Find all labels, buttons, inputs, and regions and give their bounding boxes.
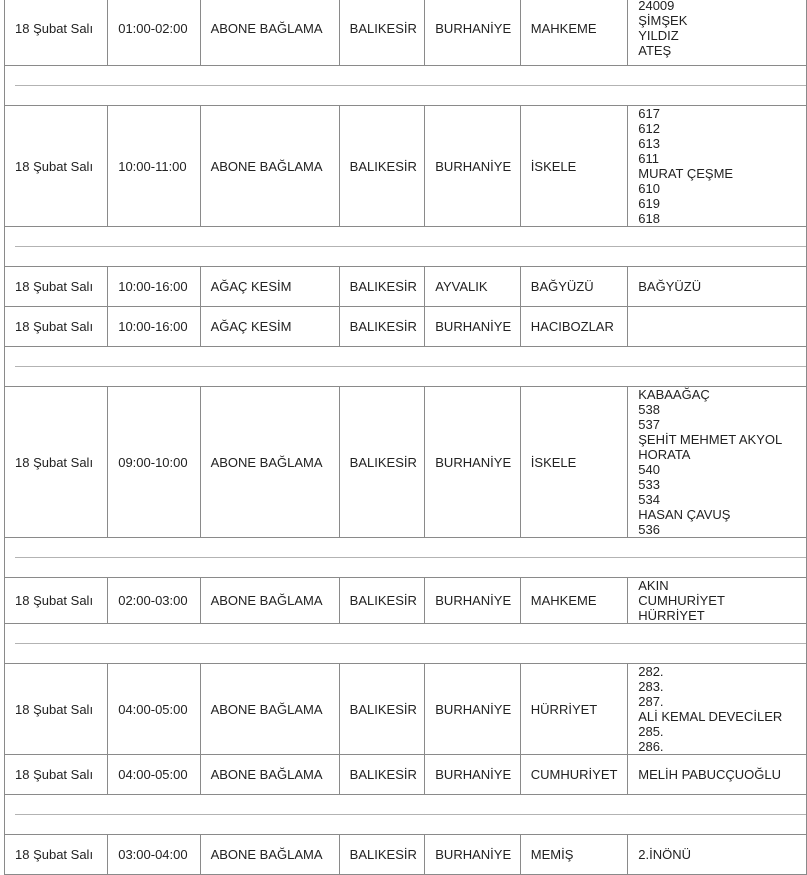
date-cell: 18 Şubat Salı <box>5 835 108 875</box>
separator-cell <box>5 624 807 664</box>
separator-line <box>15 557 806 558</box>
separator-line <box>15 643 806 644</box>
streets-cell <box>628 106 807 227</box>
time-range-cell: 01:00-02:00 <box>108 0 200 66</box>
district-cell: BURHANİYE <box>425 578 521 624</box>
reason-cell: AĞAÇ KESİM <box>200 307 339 347</box>
city-cell: BALIKESİR <box>339 578 425 624</box>
district-cell: BURHANİYE <box>425 0 521 66</box>
separator-row <box>5 538 807 578</box>
neighborhood-cell: BAĞYÜZÜ <box>520 267 627 307</box>
separator-row <box>5 227 807 267</box>
date-cell: 18 Şubat Salı <box>5 664 108 755</box>
streets-cell <box>628 578 807 624</box>
street-name: 540 <box>638 462 660 477</box>
neighborhood-cell: HÜRRİYET <box>520 664 627 755</box>
city-cell: BALIKESİR <box>339 0 425 66</box>
streets-cell <box>628 267 807 307</box>
street-name: 283. <box>638 679 664 694</box>
street-name: 282. <box>638 664 664 679</box>
separator-row <box>5 66 807 106</box>
district-cell: BURHANİYE <box>425 387 521 538</box>
street-name: 287. <box>638 694 664 709</box>
streets-cell <box>628 0 807 66</box>
table-row <box>5 0 807 66</box>
district-cell: BURHANİYE <box>425 664 521 755</box>
street-name: HORATA <box>638 447 691 462</box>
time-range-cell: 10:00-11:00 <box>108 106 200 227</box>
date-cell: 18 Şubat Salı <box>5 0 108 66</box>
neighborhood-cell: MAHKEME <box>520 578 627 624</box>
time-range-cell: 02:00-03:00 <box>108 578 200 624</box>
neighborhood-cell: HACIBOZLAR <box>520 307 627 347</box>
city-cell: BALIKESİR <box>339 106 425 227</box>
table-row <box>5 106 807 227</box>
separator-line <box>15 366 806 367</box>
street-name: AKIN <box>638 578 669 593</box>
separator-cell <box>5 66 807 106</box>
reason-cell: ABONE BAĞLAMA <box>200 755 339 795</box>
separator-row <box>5 795 807 835</box>
separator-cell <box>5 227 807 267</box>
street-name: KABAAĞAÇ <box>638 387 710 402</box>
street-name: HÜRRİYET <box>638 608 705 623</box>
time-range-cell: 04:00-05:00 <box>108 664 200 755</box>
date-cell: 18 Şubat Salı <box>5 307 108 347</box>
streets-cell <box>628 835 807 875</box>
street-name: 611 <box>638 151 659 166</box>
district-cell: BURHANİYE <box>425 755 521 795</box>
district-cell: BURHANİYE <box>425 106 521 227</box>
street-name: 610 <box>638 181 660 196</box>
city-cell: BALIKESİR <box>339 755 425 795</box>
neighborhood-cell: CUMHURİYET <box>520 755 627 795</box>
date-cell: 18 Şubat Salı <box>5 267 108 307</box>
city-cell: BALIKESİR <box>339 835 425 875</box>
streets-cell <box>628 755 807 795</box>
power-outage-table <box>4 0 807 875</box>
street-name: 534 <box>638 492 660 507</box>
street-name: 536 <box>638 522 660 537</box>
street-name: YILDIZ <box>638 28 679 43</box>
table-row <box>5 387 807 538</box>
neighborhood-cell: MEMİŞ <box>520 835 627 875</box>
separator-cell <box>5 538 807 578</box>
time-range-cell: 03:00-04:00 <box>108 835 200 875</box>
city-cell: BALIKESİR <box>339 307 425 347</box>
reason-cell: AĞAÇ KESİM <box>200 267 339 307</box>
table-row <box>5 578 807 624</box>
time-range-cell: 10:00-16:00 <box>108 307 200 347</box>
separator-row <box>5 347 807 387</box>
street-name: BAĞYÜZÜ <box>638 279 702 294</box>
street-name: ATEŞ <box>638 43 672 58</box>
table-row <box>5 835 807 875</box>
separator-line <box>15 814 806 815</box>
street-name: 2.İNÖNÜ <box>638 847 691 862</box>
separator-cell <box>5 795 807 835</box>
street-name: 533 <box>638 477 660 492</box>
street-name: 619 <box>638 196 660 211</box>
date-cell: 18 Şubat Salı <box>5 578 108 624</box>
streets-cell <box>628 664 807 755</box>
city-cell: BALIKESİR <box>339 267 425 307</box>
reason-cell: ABONE BAĞLAMA <box>200 835 339 875</box>
street-name: 617 <box>638 106 660 121</box>
reason-cell: ABONE BAĞLAMA <box>200 387 339 538</box>
city-cell: BALIKESİR <box>339 387 425 538</box>
date-cell: 18 Şubat Salı <box>5 106 108 227</box>
city-cell: BALIKESİR <box>339 664 425 755</box>
district-cell: BURHANİYE <box>425 307 521 347</box>
neighborhood-cell: İSKELE <box>520 106 627 227</box>
street-name: ŞEHİT MEHMET AKYOL <box>638 432 783 447</box>
street-name: HASAN ÇAVUŞ <box>638 507 731 522</box>
date-cell: 18 Şubat Salı <box>5 387 108 538</box>
reason-cell: ABONE BAĞLAMA <box>200 578 339 624</box>
street-name: 538 <box>638 402 660 417</box>
table-row <box>5 307 807 347</box>
time-range-cell: 10:00-16:00 <box>108 267 200 307</box>
street-name: CUMHURİYET <box>638 593 725 608</box>
street-name: 613 <box>638 136 660 151</box>
date-cell: 18 Şubat Salı <box>5 755 108 795</box>
street-name: 24009 <box>638 0 675 13</box>
time-range-cell: 04:00-05:00 <box>108 755 200 795</box>
reason-cell: ABONE BAĞLAMA <box>200 106 339 227</box>
streets-cell <box>628 307 807 347</box>
district-cell: BURHANİYE <box>425 835 521 875</box>
time-range-cell: 09:00-10:00 <box>108 387 200 538</box>
separator-cell <box>5 347 807 387</box>
table-row <box>5 267 807 307</box>
street-name: ŞİMŞEK <box>638 13 688 28</box>
district-cell: AYVALIK <box>425 267 521 307</box>
street-name: ALİ KEMAL DEVECİLER <box>638 709 783 724</box>
street-name: 286. <box>638 739 664 754</box>
reason-cell: ABONE BAĞLAMA <box>200 664 339 755</box>
separator-line <box>15 246 806 247</box>
table-body <box>5 0 807 875</box>
separator-line <box>15 85 806 86</box>
separator-row <box>5 624 807 664</box>
reason-cell: ABONE BAĞLAMA <box>200 0 339 66</box>
street-name: 618 <box>638 211 660 226</box>
neighborhood-cell: İSKELE <box>520 387 627 538</box>
table-row <box>5 664 807 755</box>
street-name: 537 <box>638 417 660 432</box>
neighborhood-cell: MAHKEME <box>520 0 627 66</box>
street-name: 612 <box>638 121 660 136</box>
table-row <box>5 755 807 795</box>
street-name: 285. <box>638 724 664 739</box>
streets-cell <box>628 387 807 538</box>
street-name: MURAT ÇEŞME <box>638 166 734 181</box>
street-name: MELİH PABUCÇUOĞLU <box>638 767 782 782</box>
